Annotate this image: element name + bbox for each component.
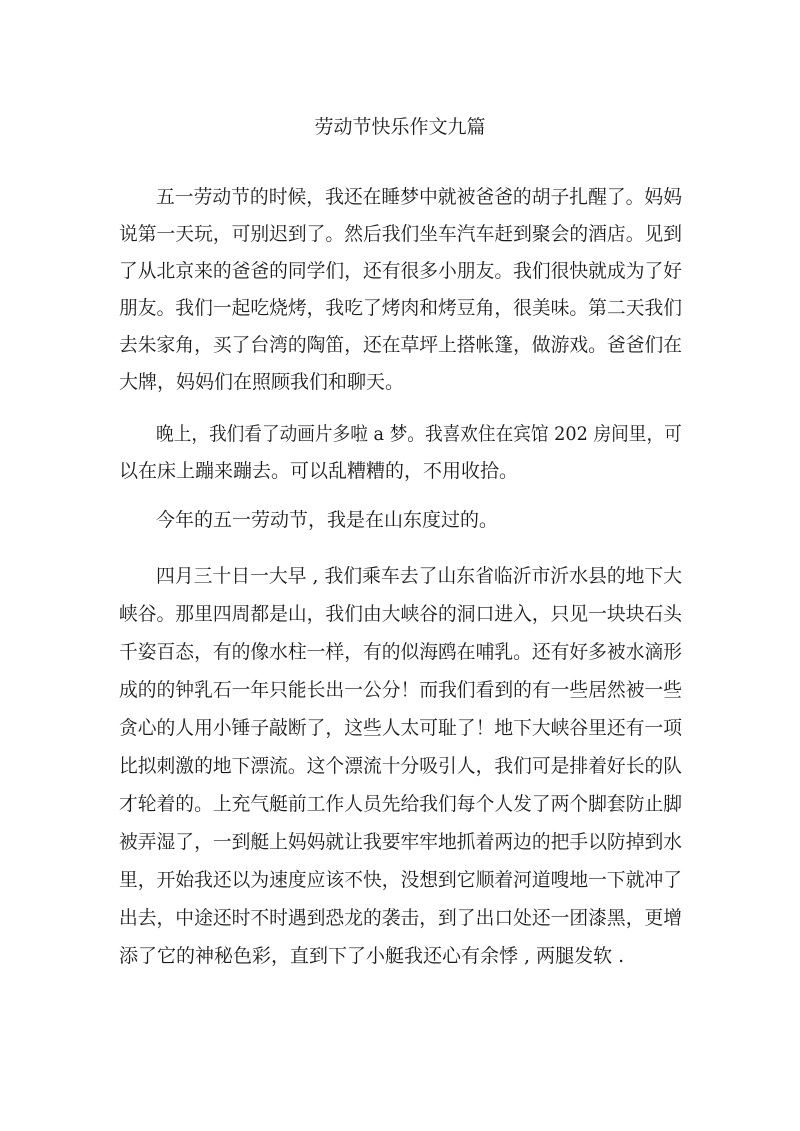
document-title: 劳动节快乐作文九篇 [314,116,486,138]
paragraph-line: 四月三十日一大早 , 我们乘车去了山东省临沂市沂水县的地下大 [156,565,683,587]
paragraph-line: 去朱家角，买了台湾的陶笛，还在草坪上搭帐篷，做游戏。爸爸们在 [119,334,683,356]
paragraph-line: 贪心的人用小锤子敲断了，这些人太可耻了！地下大峡谷里还有一项 [119,717,683,739]
paragraph-line: 添了它的神秘色彩，直到下了小艇我还心有余悸 , 两腿发软 . [119,945,625,967]
paragraph-line: 才轮着的。上充气艇前工作人员先给我们每个人发了两个脚套防止脚 [119,793,683,815]
paragraph-line: 晚上，我们看了动画片多啦 a 梦。我喜欢住在宾馆 202 房间里，可 [156,423,682,445]
paragraph-line: 朋友。我们一起吃烧烤，我吃了烤肉和烤豆角，很美味。第二天我们 [119,297,683,319]
paragraph-line: 比拟刺激的地下漂流。这个漂流十分吸引人，我们可是排着好长的队 [119,755,683,777]
paragraph-line: 千姿百态，有的像水柱一样，有的似海鸥在哺乳。还有好多被水滴形 [119,641,683,663]
paragraph-line: 五一劳动节的时候，我还在睡梦中就被爸爸的胡子扎醒了。妈妈 [156,186,683,208]
paragraph-line: 大牌，妈妈们在照顾我们和聊天。 [119,371,405,393]
paragraph-line: 今年的五一劳动节，我是在山东度过的。 [156,509,499,531]
paragraph-line: 峡谷。那里四周都是山，我们由大峡谷的洞口进入，只见一块块石头 [119,603,683,625]
paragraph-line: 被弄湿了，一到艇上妈妈就让我要牢牢地抓着两边的把手以防掉到水 [119,831,683,853]
paragraph-line: 里，开始我还以为速度应该不快，没想到它顺着河道嗖地一下就冲了 [119,869,683,891]
paragraph-line: 出去，中途还时不时遇到恐龙的袭击，到了出口处还一团漆黑，更增 [119,907,683,929]
paragraph-line: 以在床上蹦来蹦去。可以乱糟糟的，不用收拾。 [119,460,519,482]
paragraph-line: 成的的钟乳石一年只能长出一公分！而我们看到的有一些居然被一些 [119,679,683,701]
paragraph-line: 了从北京来的爸爸的同学们，还有很多小朋友。我们很快就成为了好 [119,260,683,282]
paragraph-line: 说第一天玩，可别迟到了。然后我们坐车汽车赶到聚会的酒店。见到 [119,223,683,245]
